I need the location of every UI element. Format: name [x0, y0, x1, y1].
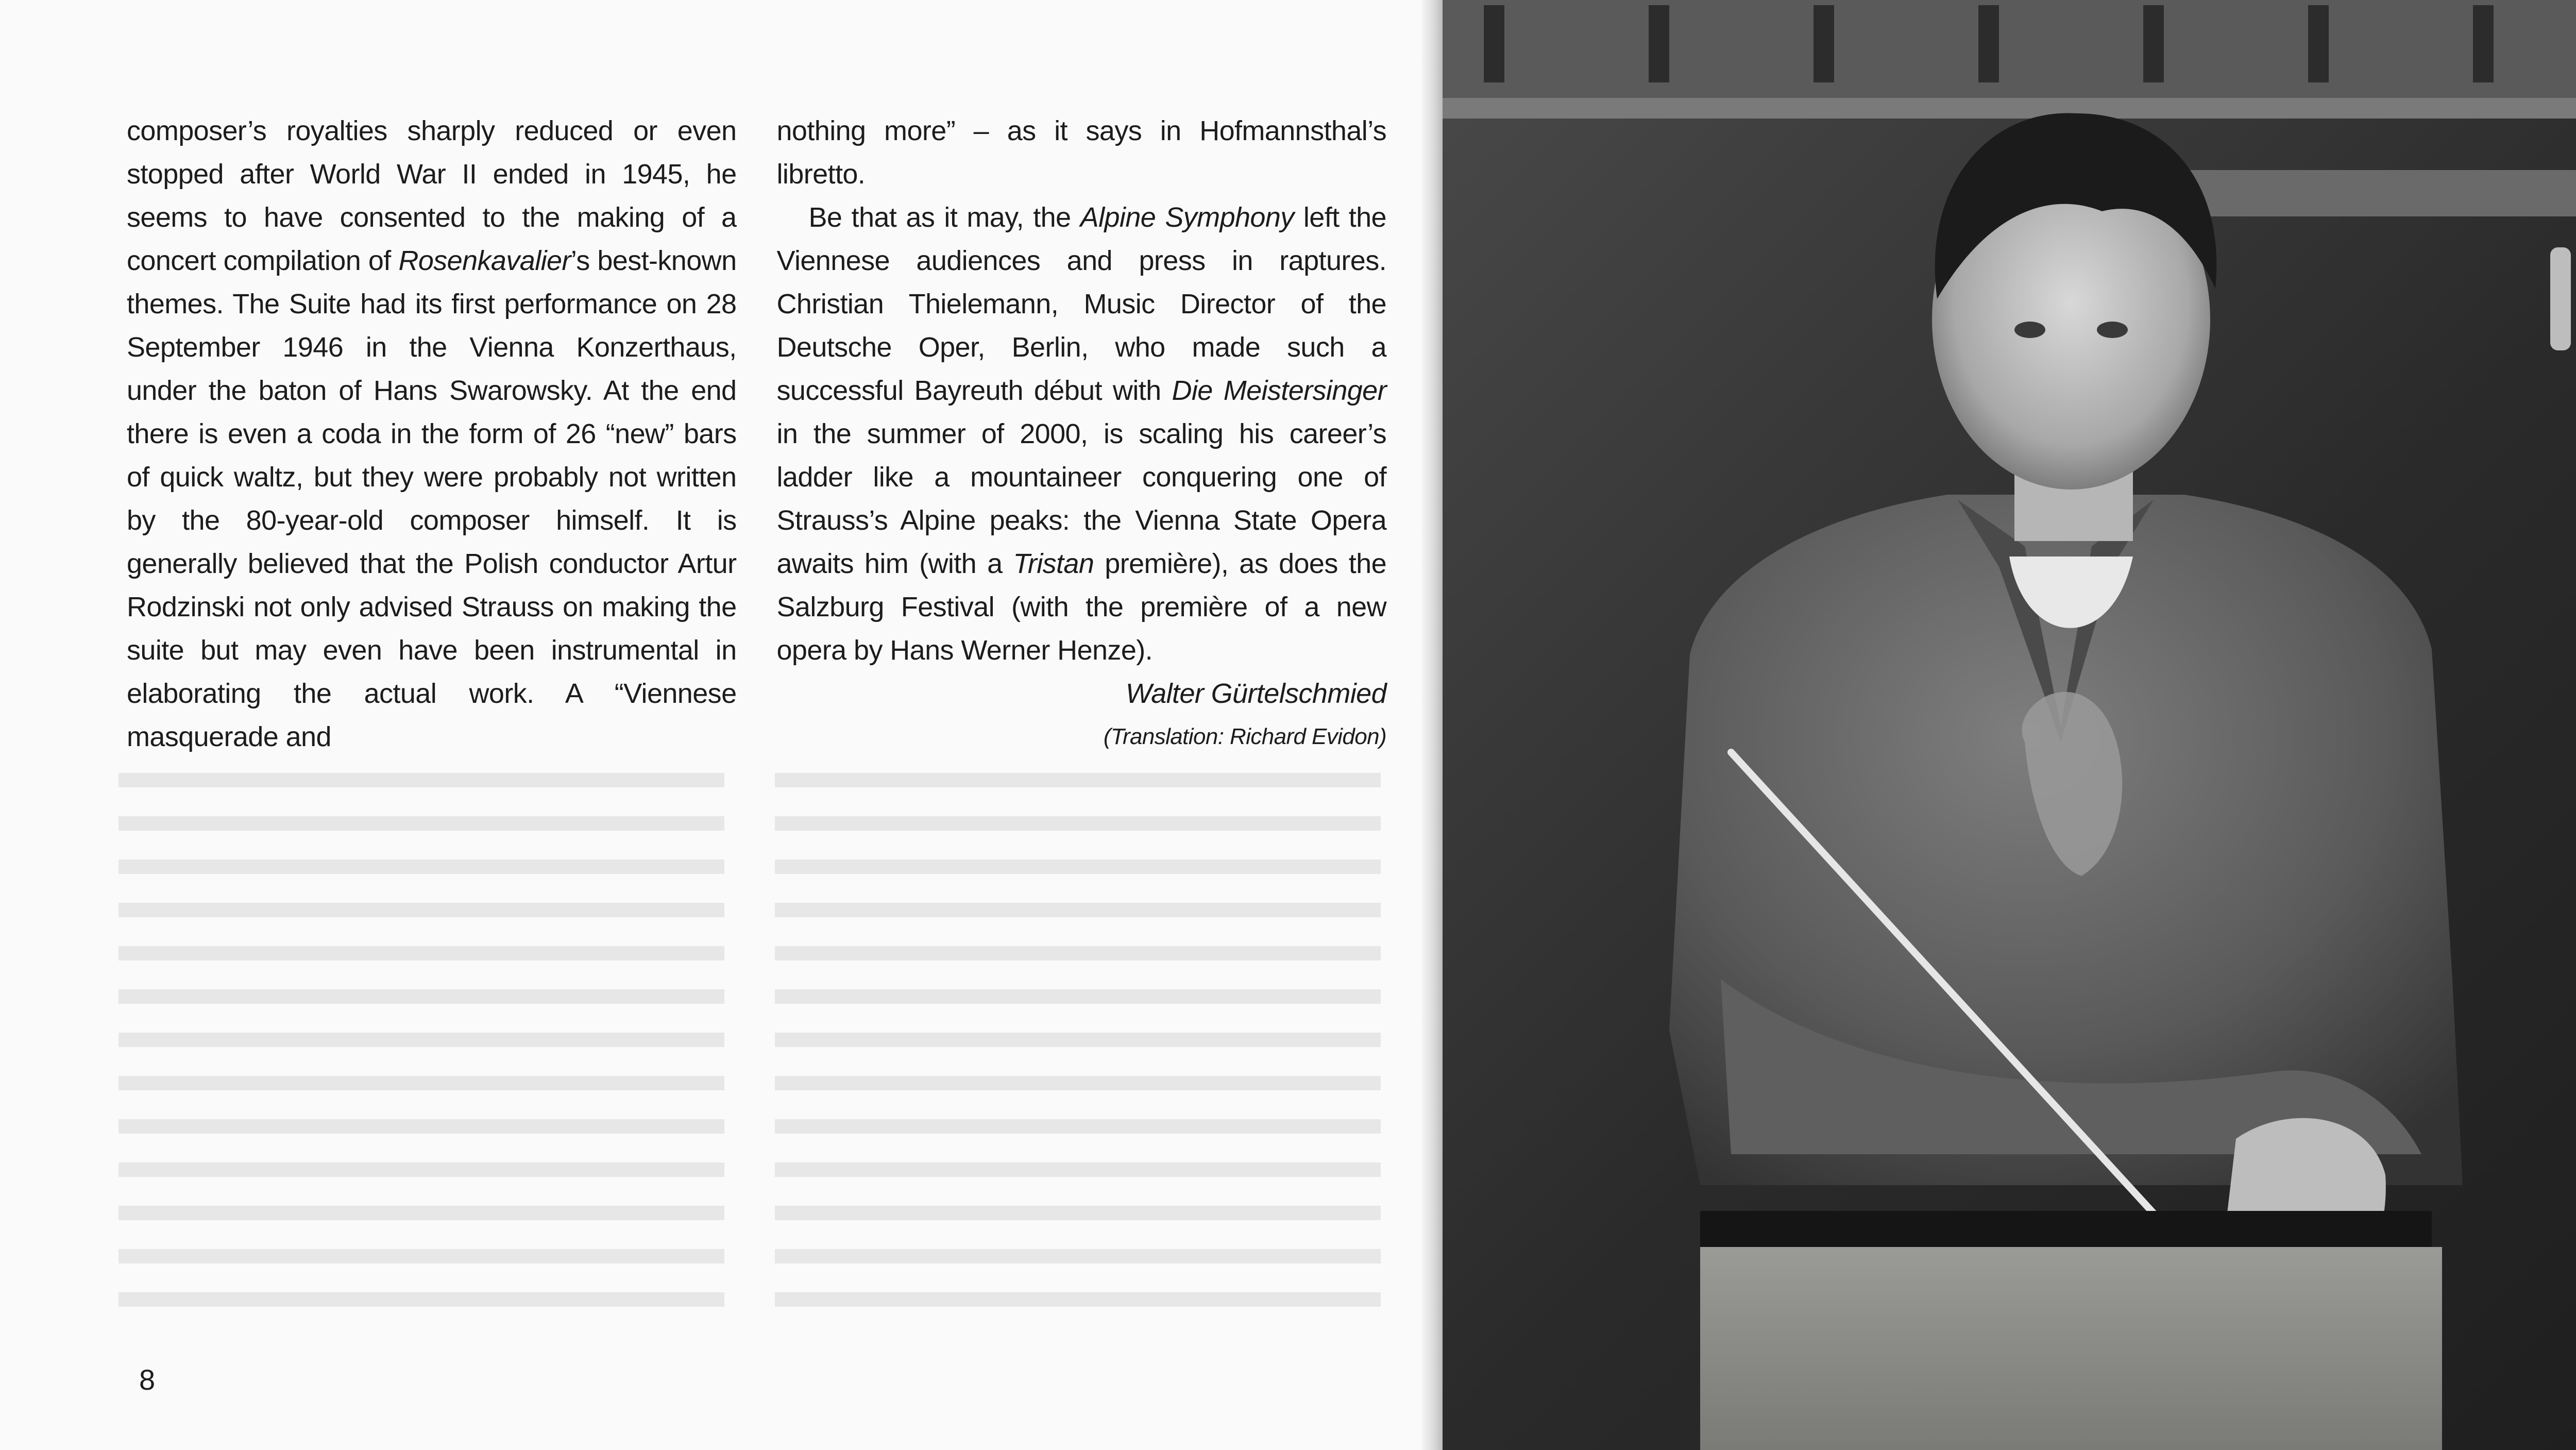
- italic-title: Tristan: [1013, 548, 1094, 579]
- italic-title: Die Meistersinger: [1172, 375, 1387, 406]
- italic-title: Rosenkavalier: [398, 245, 571, 276]
- text-columns: [127, 109, 1386, 758]
- text-column-right: [777, 109, 1387, 758]
- text-column-left: [127, 109, 737, 758]
- author-credit: Walter Gürtelschmied: [1125, 678, 1386, 709]
- paragraph: composer’s royalties sharply reduced or even stopped after World War II ended in 1945, he seems to have consented to the making of a concert compilation of Rosenkavalier’s best-known themes. The Suite had its first performance on 28 September 1946 in the Vienna Konzerthaus, under the baton of Hans Swarowsky. At the end there is even a coda in the form of 26 “new” bars of quick waltz, but they were probably not written by the 80-year-old composer himself. It is generally believed that the Polish conductor Artur Rodzinski not only advised Strauss on making the suite but may even have been instrumental in elaborating the actual work. A “Viennese masquerade and: [127, 115, 737, 752]
- reverse-page-show-through: [118, 757, 1381, 1324]
- conductor-photo: [1443, 0, 2576, 1450]
- right-page: [1443, 0, 2576, 1450]
- paragraph: nothing more” – as it says in Hofmannsthal’s libretto.: [776, 115, 1386, 190]
- italic-title: Alpine Symphony: [1080, 202, 1294, 233]
- page-number: 8: [139, 1363, 156, 1396]
- gutter: [1422, 0, 1443, 1450]
- paragraph: Be that as it may, the Alpine Symphony left the Viennese audiences and press in raptures. Christian Thielemann, Music Director of the Deutsche Oper, Berlin, who made such a successful Bayreuth début with Die Meistersinger in the summer of 2000, is scaling his career’s ladder like a mountaineer conquering one of Strauss’s Alpine peaks: the Vienna State Opera awaits him (with a Tristan première), as does the Salzburg Festival (with the première of a new opera by Hans Werner Henze).: [776, 202, 1387, 666]
- translation-credit: (Translation: Richard Evidon): [1103, 724, 1386, 749]
